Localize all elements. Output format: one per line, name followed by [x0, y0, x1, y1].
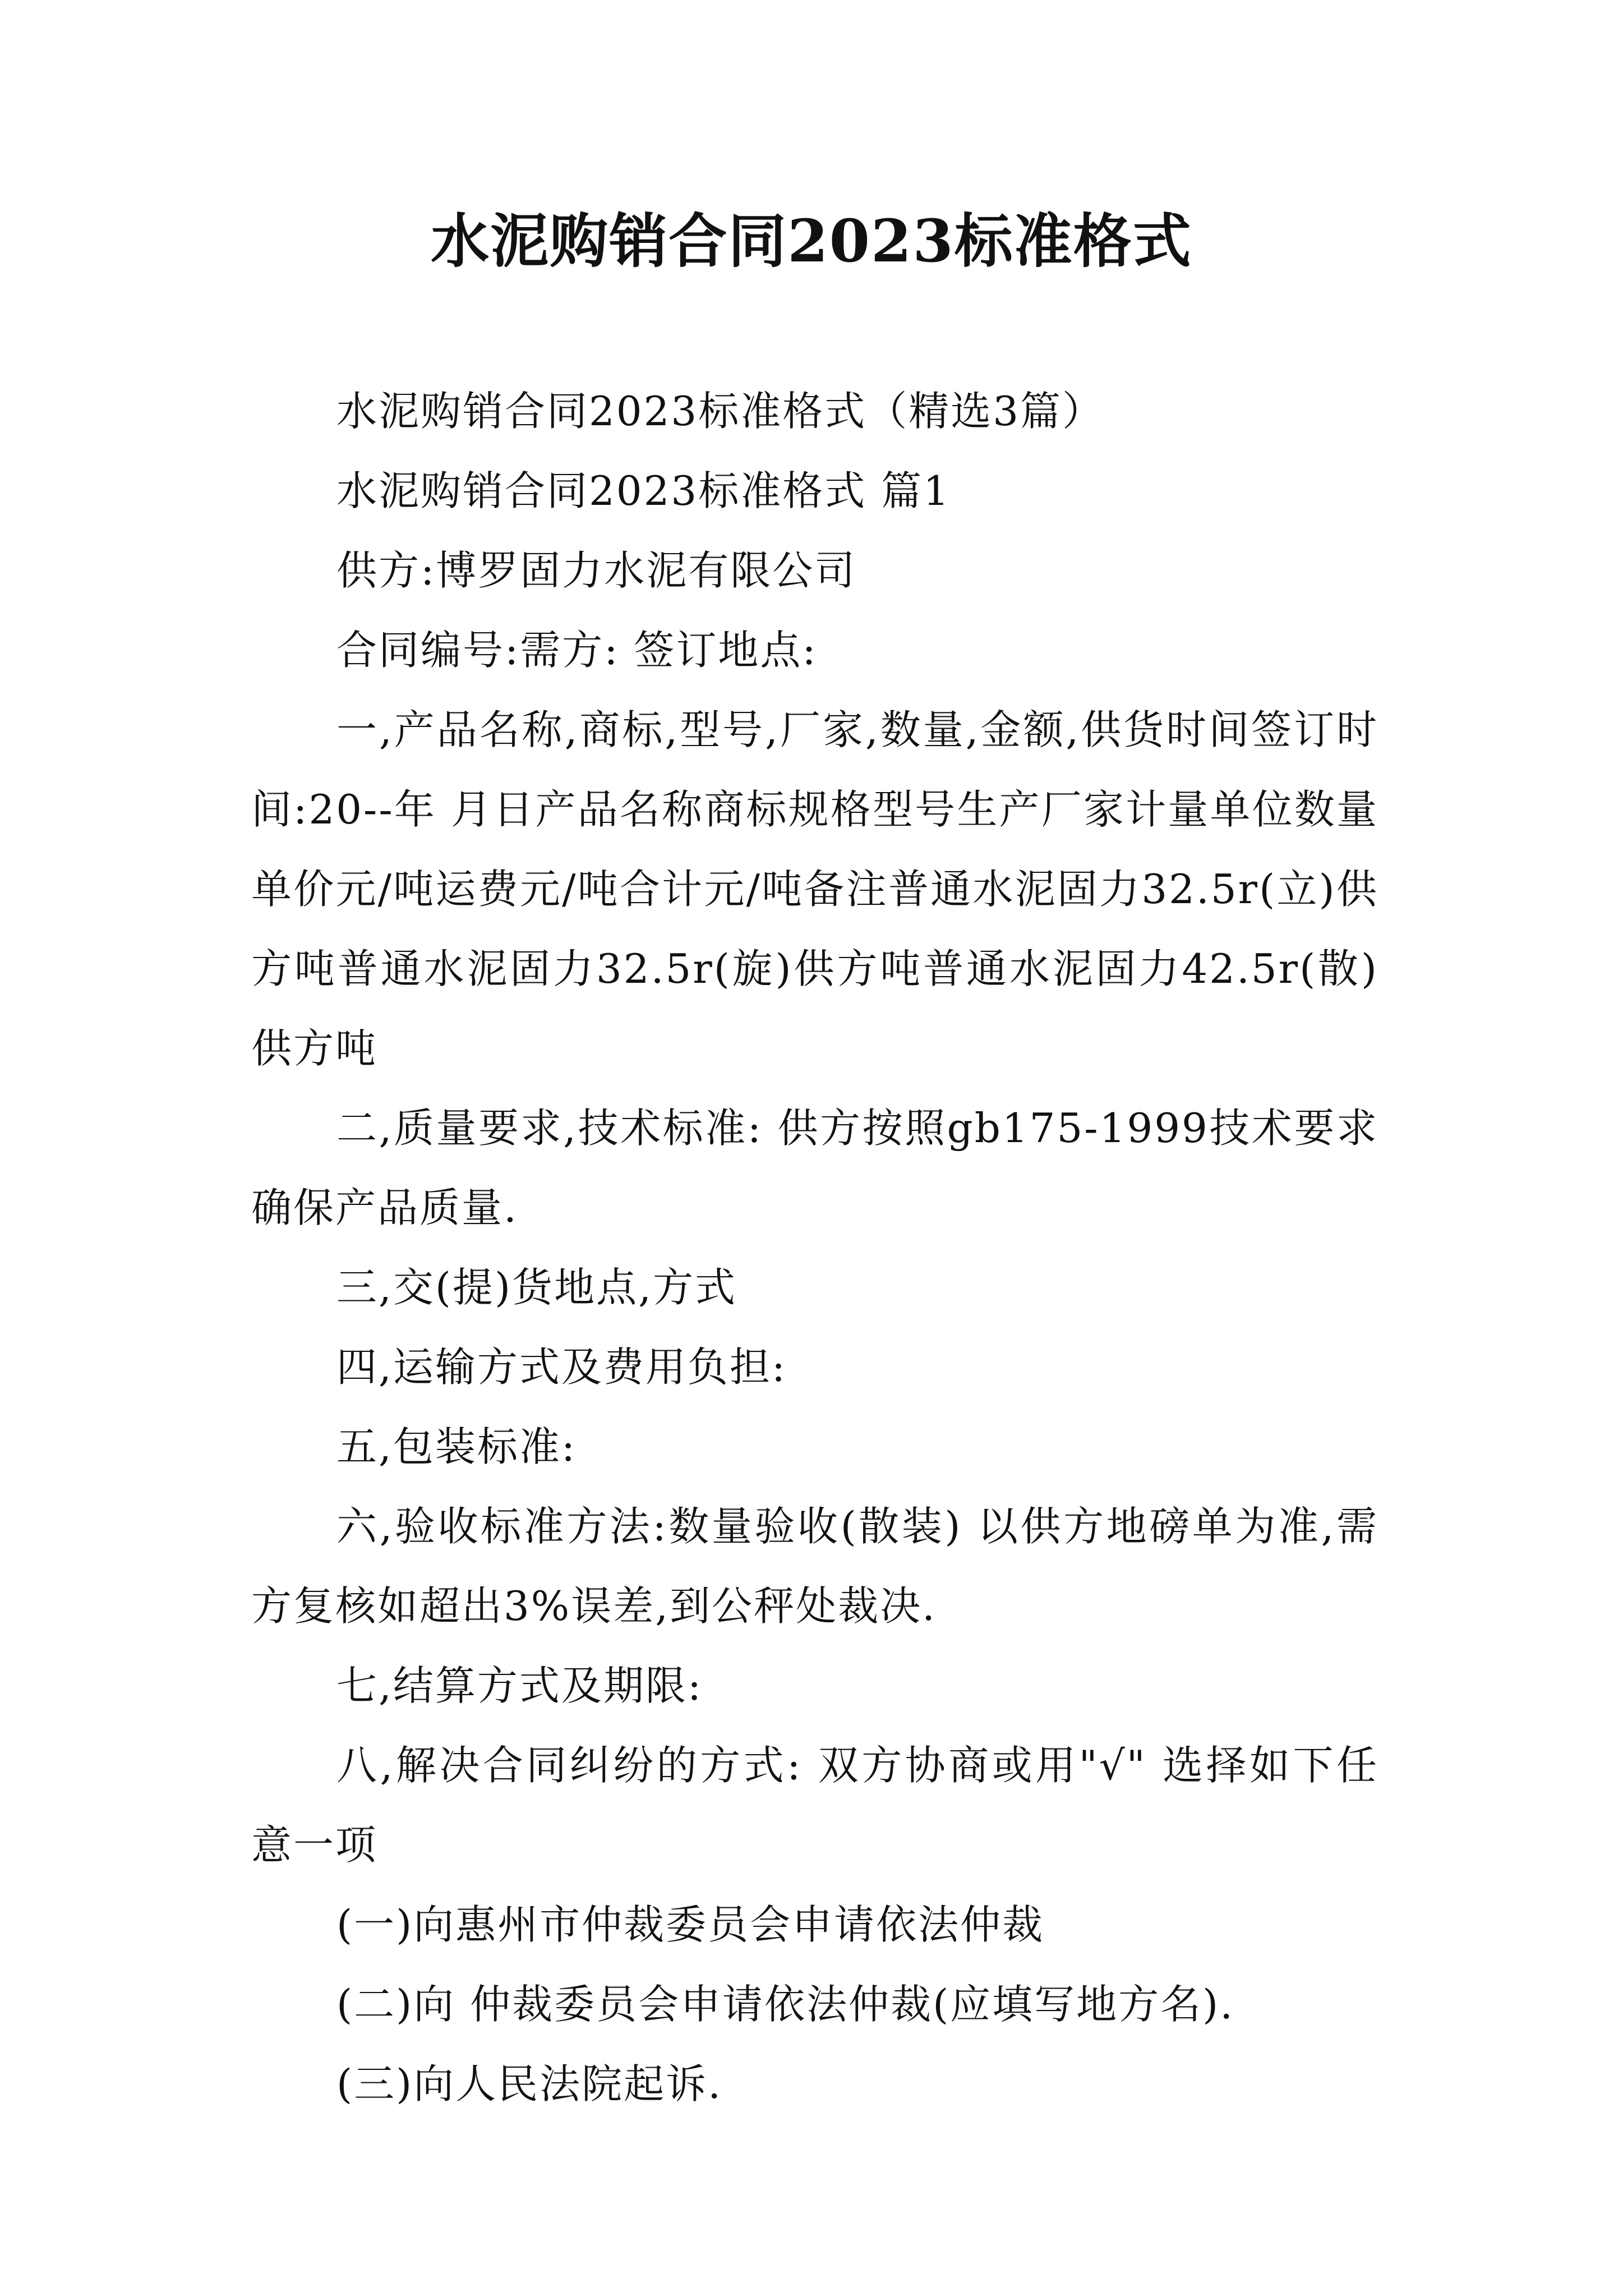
paragraph: (一)向惠州市仲裁委员会申请依法仲裁: [336, 1901, 1045, 1948]
paragraph: (三)向人民法院起诉.: [336, 2060, 723, 2108]
document-title: 水泥购销合同2023标准格式: [431, 206, 1192, 275]
paragraph: 合同编号:需方: 签订地点:: [336, 627, 818, 674]
paragraph: 八,解决合同纠纷的方式: 双方协商或用"√" 选择如下任意一项: [251, 1742, 1378, 1869]
paragraph: 二,质量要求,技术标准: 供方按照gb175-1999技术要求确保产品质量.: [251, 1105, 1378, 1231]
paragraph: 六,验收标准方法:数量验收(散装) 以供方地磅单为准,需方复核如超出3%误差,到公秤处裁决.: [251, 1503, 1378, 1630]
paragraph: 水泥购销合同2023标准格式 篇1: [336, 467, 951, 514]
paragraph: 四,运输方式及费用负担:: [336, 1343, 787, 1391]
paragraph: 一,产品名称,商标,型号,厂家,数量,金额,供货时间签订时间:20--年 月日产品名称商标规格型号生产厂家计量单位数量单价元/吨运费元/吨合计元/吨备注普通水泥固力32.5r(立)供方吨普通水泥固力32.5r(旋)供方吨普通水泥固力42.5r(散)供方吨: [251, 706, 1378, 1072]
paragraph: 供方:博罗固力水泥有限公司: [336, 547, 857, 594]
paragraph: (二)向 仲裁委员会申请依法仲裁(应填写地方名).: [336, 1981, 1235, 2028]
document-body: [251, 371, 1378, 2124]
paragraph: 七,结算方式及期限:: [336, 1662, 703, 1709]
paragraph: 五,包装标准:: [336, 1423, 577, 1470]
paragraph: 三,交(提)货地点,方式: [336, 1264, 737, 1311]
paragraph: 水泥购销合同2023标准格式（精选3篇）: [336, 388, 1105, 435]
